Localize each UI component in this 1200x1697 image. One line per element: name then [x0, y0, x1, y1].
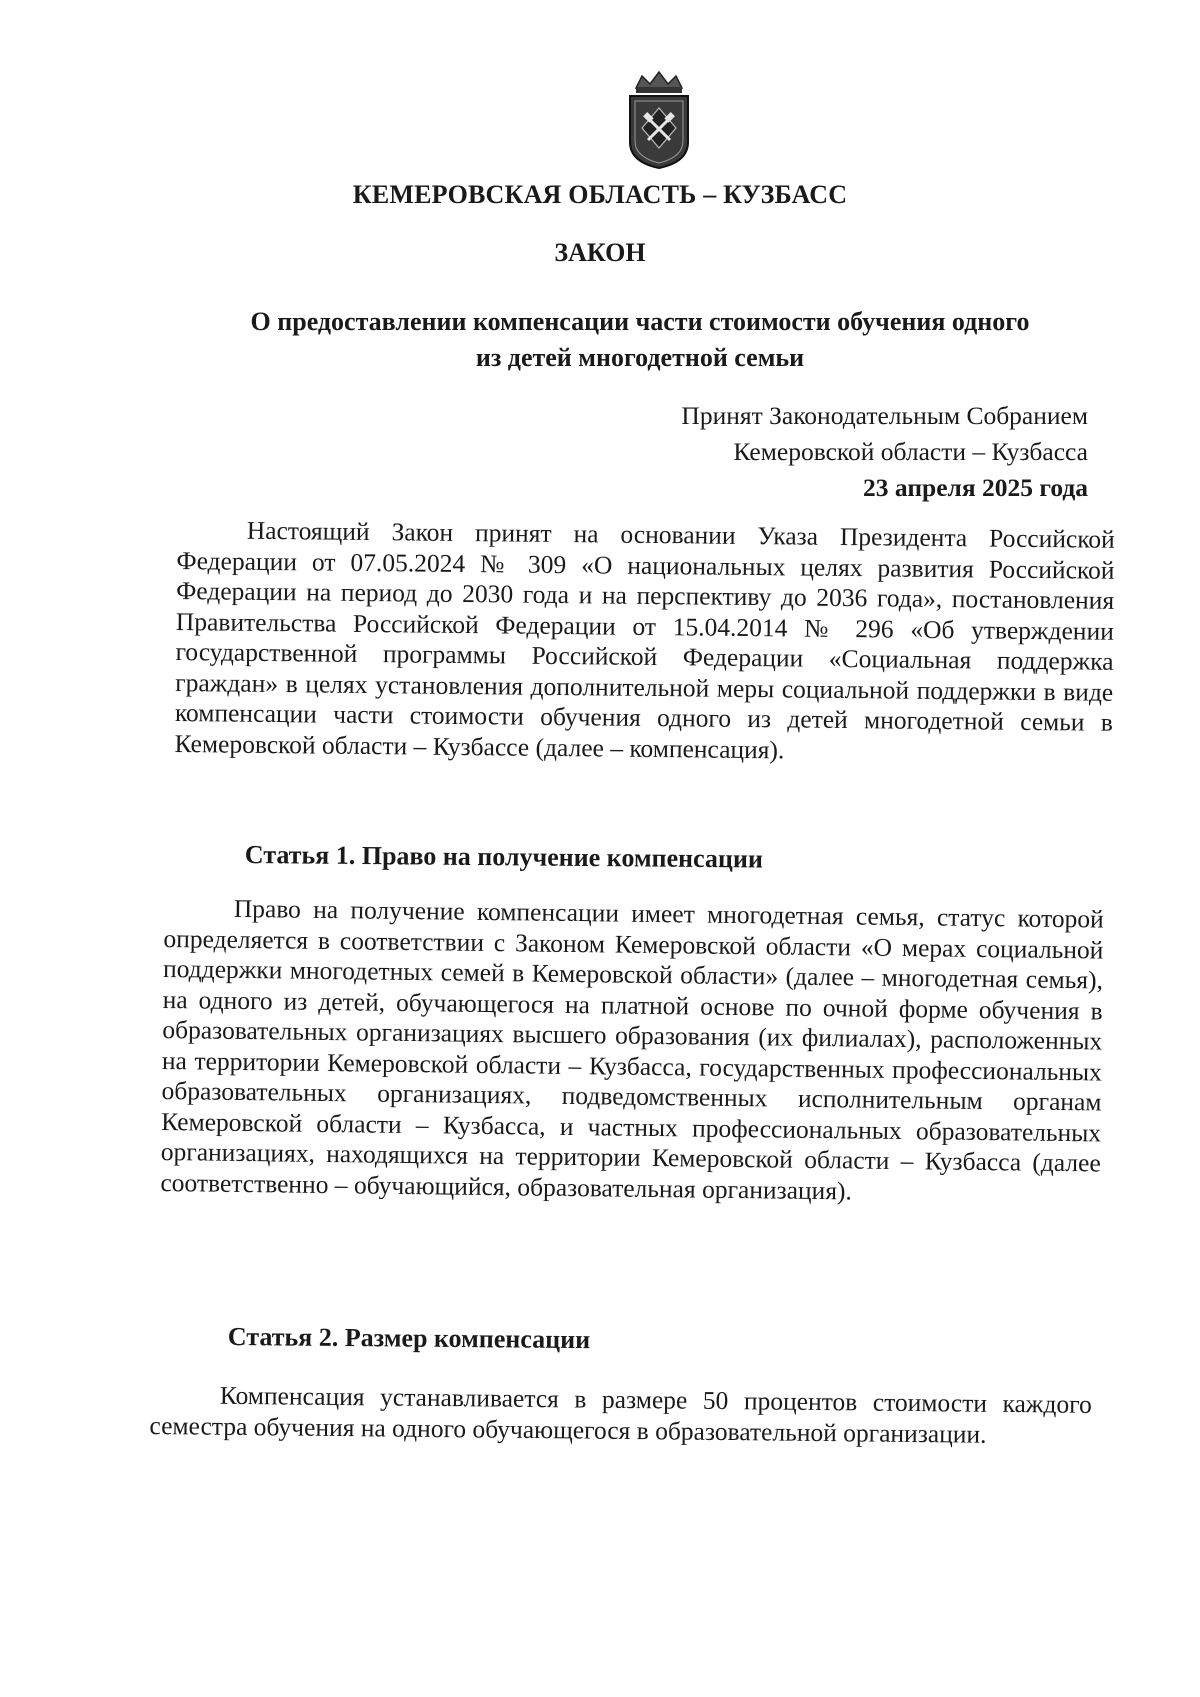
article-2-heading: Статья 2. Размер компенсации: [227, 1322, 591, 1355]
adoption-line-1: Принят Законодательным Собранием: [681, 401, 1088, 430]
law-title: О предоставлении компенсации части стоимости обучения одного из детей многодетной семьи: [250, 307, 1030, 372]
adoption-line-2: Кемеровской области – Кузбасса: [733, 437, 1088, 466]
adoption-date: 23 апреля 2025 года: [863, 473, 1088, 502]
article-1-text: Право на получение компенсации имеет многодетная семья, статус которой определяется в соответствии с Законом Кемеровской области «О мерах социальной поддержки многодетных семей в Кемеровской области» (далее – многодетная семья), на одного из детей, обучающегося на платной основе по очной форме обучения в образовательных организациях высшего образования (их филиалах), расположенных на территории Кемеровской области – Кузбасса, государственных профессиональных образовательных организациях, подведомственных исполнительным органам Кемеровской области – Кузбасса, и частных профессиональных образовательных организациях, находящихся на территории Кемеровской области – Кузбасса (далее соответственно – обучающийся, образовательная организация).: [160, 893, 1104, 1205]
coat-of-arms-icon: [622, 70, 696, 170]
article-1-heading: Статья 1. Право на получение компенсации: [244, 840, 764, 874]
adoption-block: [488, 398, 1088, 506]
article-2-text: Компенсация устанавливается в размере 50 процентов стоимости каждого семестра обучения на одного обучающегося в образовательной организации.: [149, 1380, 1092, 1449]
preamble-paragraph: Настоящий Закон принят на основании Указа Президента Российской Федерации от 07.05.2024 № 309 «О национальных целях развития Российской Федерации на период до 2030 года и на перспективу до 2036 года», постановления Правительства Российской Федерации от 15.04.2014 № 296 «Об утверждении государственной программы Российской Федерации «Социальная поддержка граждан» в целях установления дополнительной меры социальной поддержки в виде компенсации части стоимости обучения одного из детей многодетной семьи в Кемеровской области – Кузбассе (далее – компенсация).: [174, 515, 1115, 764]
document-type: ЗАКОН: [554, 238, 646, 267]
region-name: КЕМЕРОВСКАЯ ОБЛАСТЬ – КУЗБАСС: [352, 180, 848, 209]
